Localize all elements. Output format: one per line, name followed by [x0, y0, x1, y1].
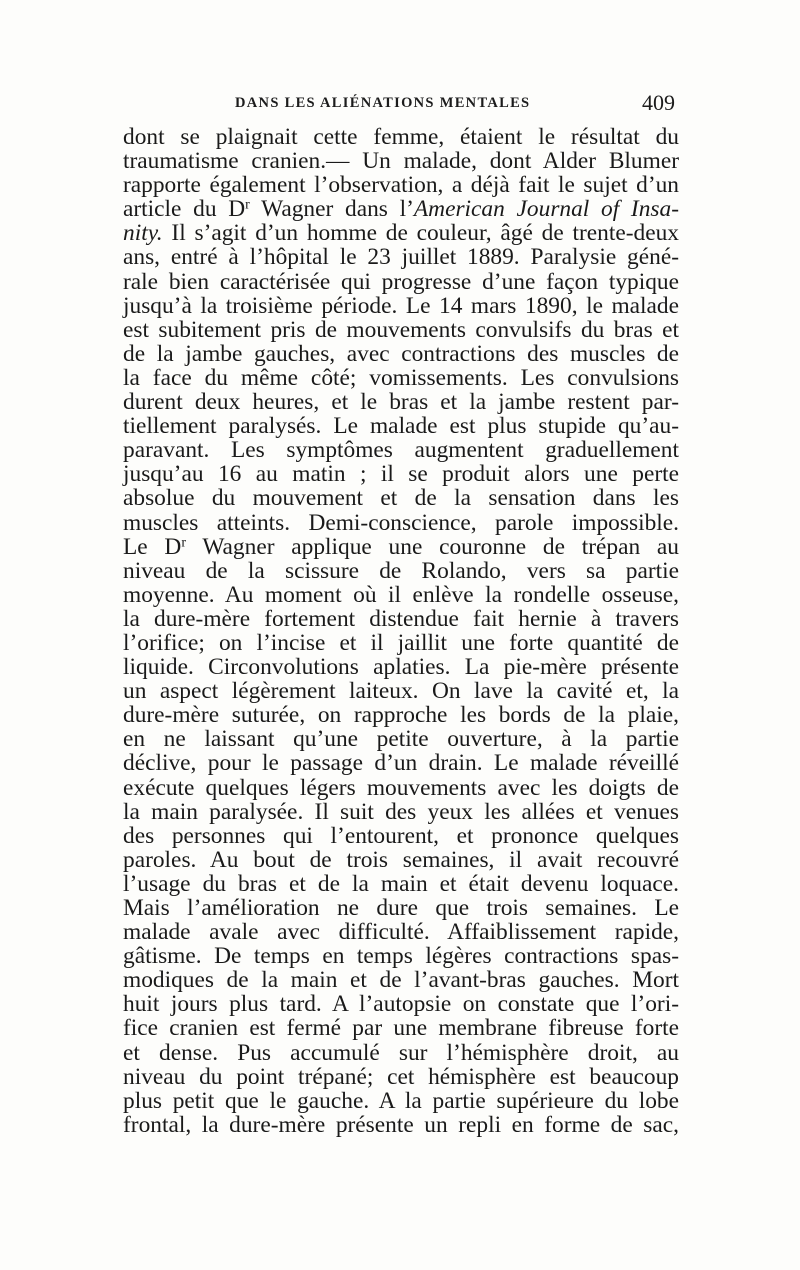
- journal-title-continuation: nity.: [123, 220, 163, 247]
- text-line: malade avale avec difficulté. Affaiblissement rapide,: [123, 919, 679, 946]
- text-line: [123, 197, 679, 221]
- text-line: frontal, la dure-mère présente un repli en forme de sac,: [123, 1111, 679, 1138]
- text-line: huit jours plus tard. A l’autopsie on constate que l’ori-: [123, 991, 679, 1018]
- running-head: [123, 90, 679, 117]
- text-line: rale bien caractérisée qui progresse d’une façon typique: [123, 268, 679, 295]
- text-line: ans, entré à l’hôpital le 23 juillet 1889. Paralysie géné-: [123, 244, 679, 271]
- doctor-abbrev-sup: r: [181, 533, 187, 550]
- body-text: [123, 125, 679, 1137]
- text-line: jusqu’à la troisième période. Le 14 mars 1890, le malade: [123, 292, 679, 319]
- text-line: paroles. Au bout de trois semaines, il avait recouvré: [123, 846, 679, 873]
- text-line: fice cranien est fermé par une membrane fibreuse forte: [123, 1015, 679, 1042]
- text-line-start: Le D: [123, 533, 182, 560]
- text-line: muscles atteints. Demi-conscience, parole impossible.: [123, 509, 679, 536]
- text-line: durent deux heures, et le bras et la jambe restent par-: [123, 389, 679, 416]
- text-line: l’orifice; on l’incise et il jaillit une forte quantité de: [123, 629, 679, 656]
- text-line: gâtisme. De temps en temps légères contractions spas-: [123, 943, 679, 970]
- text-line: est subitement pris de mouvements convulsifs du bras et: [123, 316, 679, 343]
- text-line: traumatisme cranien.— Un malade, dont Alder Blumer: [123, 148, 679, 175]
- text-line: un aspect légèrement laiteux. On lave la cavité et, la: [123, 678, 679, 705]
- text-line: de la jambe gauches, avec contractions des muscles de: [123, 340, 679, 367]
- text-line: exécute quelques légers mouvements avec les doigts de: [123, 774, 679, 801]
- text-line: liquide. Circonvolutions aplaties. La pie-mère présente: [123, 654, 679, 681]
- text-line: rapporte également l’observation, a déjà fait le sujet d’un: [123, 172, 679, 199]
- text-line-rest: Wagner dans l’: [249, 196, 414, 223]
- text-line: Mais l’amélioration ne dure que trois semaines. Le: [123, 895, 679, 921]
- text-line: la main paralysée. Il suit des yeux les allées et venues: [123, 798, 679, 825]
- text-line: et dense. Pus accumulé sur l’hémisphère droit, au: [123, 1039, 679, 1066]
- running-title: DANS LES ALIÉNATIONS MENTALES: [235, 95, 531, 111]
- text-line-start: article du D: [123, 196, 246, 223]
- text-line: tiellement paralysés. Le malade est plus stupide qu’au-: [123, 413, 679, 440]
- text-line: la face du même côté; vomissements. Les convulsions: [123, 364, 679, 391]
- text-line: dure-mère suturée, on rapproche les bords de la plaie,: [123, 702, 679, 729]
- page-number: 409: [642, 90, 675, 115]
- text-line: la dure-mère fortement distendue fait hernie à travers: [123, 605, 679, 632]
- text-line: moyenne. Au moment où il enlève la rondelle osseuse,: [123, 581, 679, 608]
- text-line: jusqu’au 16 au matin ; il se produit alors une perte: [123, 461, 679, 488]
- text-line-content: nity. Il s’agit d’un homme de couleur, âgé de trente-deux: [123, 220, 679, 247]
- text-line: des personnes qui l’entourent, et prononce quelques: [123, 822, 679, 849]
- text-line: l’usage du bras et de la main et était devenu loquace.: [123, 870, 679, 897]
- text-line: plus petit que le gauche. A la partie supérieure du lobe: [123, 1087, 679, 1114]
- text-line: [123, 221, 679, 245]
- text-line: absolue du mouvement et de la sensation dans les: [123, 485, 679, 512]
- journal-title: American Journal of Insa-: [413, 196, 680, 223]
- text-line: déclive, pour le passage d’un drain. Le malade réveillé: [123, 750, 679, 777]
- text-line: dont se plaignait cette femme, étaient le résultat du: [123, 124, 679, 150]
- text-line: niveau de la scissure de Rolando, vers sa partie: [123, 557, 679, 584]
- text-line-rest: Wagner applique une couronne de trépan au: [186, 533, 679, 560]
- text-line: [123, 535, 679, 559]
- text-line: paravant. Les symptômes augmentent graduellement: [123, 437, 679, 464]
- text-line: en ne laissant qu’une petite ouverture, à la partie: [123, 726, 679, 753]
- text-line: modiques de la main et de l’avant-bras gauches. Mort: [123, 967, 679, 994]
- text-line: niveau du point trépané; cet hémisphère est beaucoup: [123, 1063, 679, 1090]
- doctor-abbrev-sup: r: [245, 196, 250, 213]
